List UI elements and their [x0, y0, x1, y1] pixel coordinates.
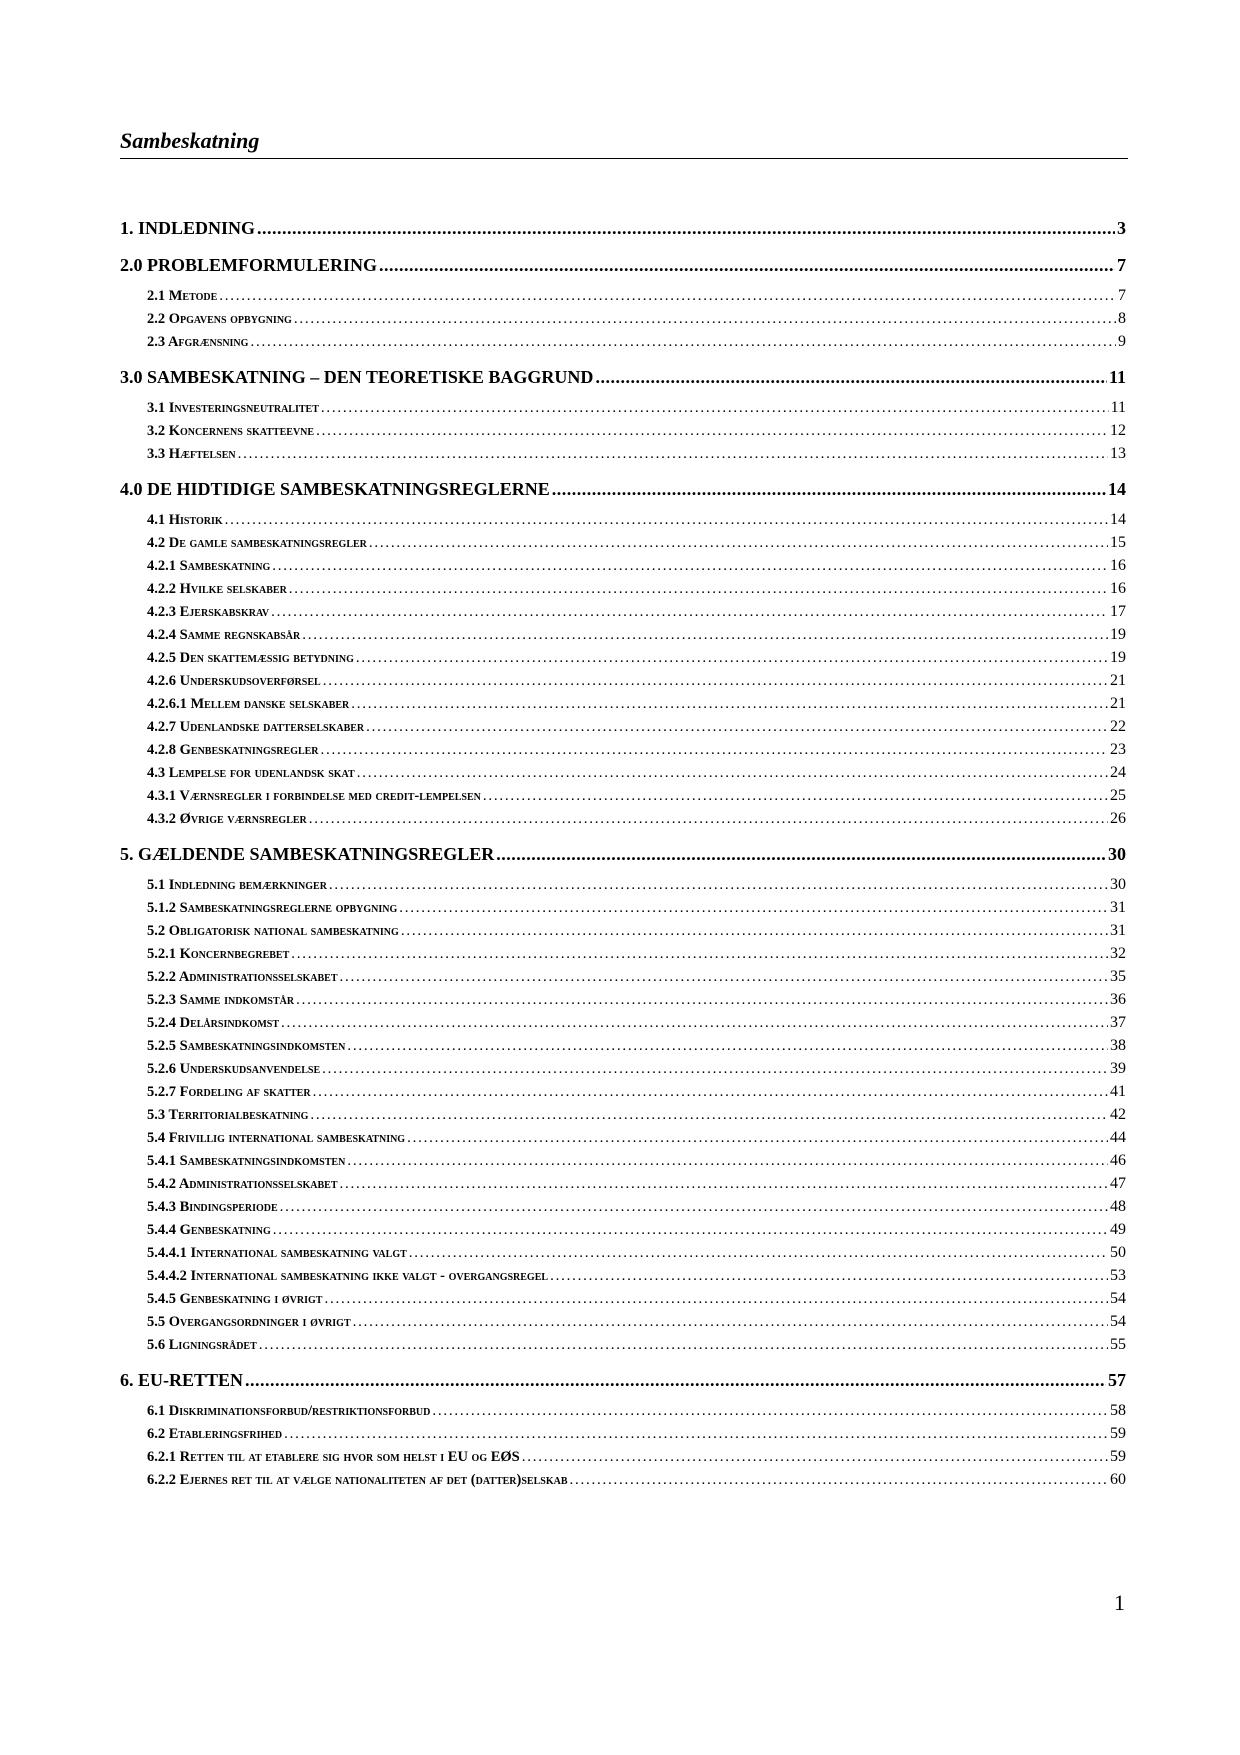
toc-dot-leader: [522, 1446, 1108, 1469]
toc-section-entry[interactable]: [120, 1422, 1126, 1445]
toc-dot-leader: [322, 1058, 1108, 1081]
toc-entry-title: 5.3 Territorialbeskatning: [147, 1107, 309, 1123]
toc-section-entry[interactable]: [120, 1445, 1126, 1468]
toc-entry-page: 25: [1110, 787, 1126, 804]
toc-section-entry[interactable]: [120, 761, 1126, 784]
toc-dot-leader: [340, 966, 1109, 989]
toc-entry-page: 9: [1118, 333, 1126, 350]
toc-entry-page: 30: [1108, 844, 1126, 864]
toc-entry-page: 41: [1110, 1083, 1126, 1100]
toc-dot-leader: [340, 1173, 1109, 1196]
table-of-contents: [120, 210, 1126, 1491]
toc-section-entry[interactable]: [120, 623, 1126, 646]
toc-section-entry[interactable]: [120, 1034, 1126, 1057]
toc-entry-title: 4.2.3 Ejerskabskrav: [147, 604, 270, 620]
toc-section-entry[interactable]: [120, 1333, 1126, 1356]
toc-entry-page: 7: [1118, 287, 1126, 304]
toc-dot-leader: [356, 647, 1108, 670]
toc-section-entry[interactable]: [120, 1287, 1126, 1310]
toc-entry-title: 5.4.4.2 International sambeskatning ikke valgt - overgangsregel: [147, 1268, 549, 1284]
toc-entry-title: 5.1 Indledning bemærkninger: [147, 877, 327, 893]
toc-entry-page: 13: [1110, 445, 1126, 462]
toc-section-entry[interactable]: [120, 1126, 1126, 1149]
toc-entry-title: 6.2.2 Ejernes ret til at vælge nationaliteten af det (datter)selskab: [147, 1472, 568, 1488]
toc-entry-title: 5.5 Overgangsordninger i øvrigt: [147, 1314, 351, 1330]
toc-entry-title: 4.2.8 Genbeskatningsregler: [147, 742, 319, 758]
toc-entry-title: 6.2.1 Retten til at etablere sig hvor som helst i EU og EØS: [147, 1449, 520, 1465]
toc-entry-page: 35: [1110, 968, 1126, 985]
toc-dot-leader: [313, 1081, 1108, 1104]
toc-section-entry[interactable]: [120, 942, 1126, 965]
toc-section-entry[interactable]: [120, 600, 1126, 623]
toc-section-entry[interactable]: [120, 965, 1126, 988]
toc-entry-title: 4.2.5 Den skattemæssig betydning: [147, 650, 354, 666]
toc-entry-title: 5.4.1 Sambeskatningsindkomsten: [147, 1153, 346, 1169]
toc-entry-title: 6. EU-RETTEN: [120, 1370, 244, 1390]
toc-dot-leader: [351, 693, 1108, 716]
header-divider: [120, 158, 1128, 159]
toc-entry-title: 5.2 Obligatorisk national sambeskatning: [147, 923, 399, 939]
toc-entry-title: 5.1.2 Sambeskatningsreglerne opbygning: [147, 900, 398, 916]
toc-entry-page: 54: [1110, 1290, 1126, 1307]
toc-entry-page: 58: [1110, 1402, 1126, 1419]
toc-entry-page: 42: [1110, 1106, 1126, 1123]
toc-dot-leader: [257, 210, 1115, 247]
toc-section-entry[interactable]: [120, 738, 1126, 761]
toc-dot-leader: [401, 920, 1108, 943]
toc-entry-title: 5.2.1 Koncernbegrebet: [147, 946, 290, 962]
toc-section-entry[interactable]: [120, 1310, 1126, 1333]
toc-entry-page: 32: [1110, 945, 1126, 962]
toc-entry-title: 5.2.3 Samme indkomstår: [147, 992, 295, 1008]
toc-dot-leader: [323, 670, 1108, 693]
toc-chapter-entry[interactable]: [120, 247, 1126, 284]
toc-entry-page: 57: [1108, 1370, 1126, 1390]
toc-dot-leader: [219, 285, 1116, 308]
toc-entry-page: 8: [1118, 310, 1126, 327]
toc-entry-title: 2.3 Afgrænsning: [147, 334, 249, 350]
toc-section-entry[interactable]: [120, 307, 1126, 330]
toc-entry-title: 5.2.2 Administrationsselskabet: [147, 969, 338, 985]
toc-section-entry[interactable]: [120, 1103, 1126, 1126]
toc-section-entry[interactable]: [120, 419, 1126, 442]
toc-dot-leader: [225, 509, 1108, 532]
toc-section-entry[interactable]: [120, 919, 1126, 942]
toc-entry-page: 53: [1110, 1267, 1126, 1284]
toc-dot-leader: [281, 1012, 1108, 1035]
toc-chapter-entry[interactable]: [120, 359, 1126, 396]
toc-section-entry[interactable]: [120, 692, 1126, 715]
toc-entry-page: 14: [1108, 479, 1126, 499]
toc-dot-leader: [289, 578, 1108, 601]
toc-dot-leader: [238, 443, 1108, 466]
toc-section-entry[interactable]: [120, 669, 1126, 692]
toc-entry-page: 46: [1110, 1152, 1126, 1169]
toc-entry-page: 55: [1110, 1336, 1126, 1353]
toc-entry-page: 30: [1110, 876, 1126, 893]
toc-entry-page: 50: [1110, 1244, 1126, 1261]
toc-entry-title: 4.0 DE HIDTIDIGE SAMBESKATNINGSREGLERNE: [120, 479, 550, 499]
toc-entry-page: 24: [1110, 764, 1126, 781]
toc-entry-title: 5.4.3 Bindingsperiode: [147, 1199, 278, 1215]
toc-dot-leader: [316, 420, 1108, 443]
toc-section-entry[interactable]: [120, 442, 1126, 465]
toc-section-entry[interactable]: [120, 1264, 1126, 1287]
toc-entry-title: 4.1 Historik: [147, 512, 223, 528]
toc-entry-title: 3.1 Investeringsneutralitet: [147, 400, 319, 416]
toc-dot-leader: [432, 1400, 1108, 1423]
toc-entry-title: 5.4.2 Administrationsselskabet: [147, 1176, 338, 1192]
toc-entry-page: 12: [1110, 422, 1126, 439]
toc-section-entry[interactable]: [120, 1011, 1126, 1034]
toc-dot-leader: [347, 1035, 1108, 1058]
toc-entry-title: 4.3.1 Værnsregler i forbindelse med credit-lempelsen: [147, 788, 481, 804]
toc-dot-leader: [347, 1150, 1108, 1173]
toc-section-entry[interactable]: [120, 396, 1126, 419]
toc-entry-page: 49: [1110, 1221, 1126, 1238]
toc-entry-title: 5.2.5 Sambeskatningsindkomsten: [147, 1038, 346, 1054]
toc-entry-title: 3.3 Hæftelsen: [147, 446, 236, 462]
toc-section-entry[interactable]: [120, 508, 1126, 531]
toc-entry-title: 4.2.4 Samme regnskabsår: [147, 627, 301, 643]
toc-section-entry[interactable]: [120, 284, 1126, 307]
toc-entry-page: 59: [1110, 1448, 1126, 1465]
toc-section-entry[interactable]: [120, 1468, 1126, 1491]
toc-dot-leader: [570, 1469, 1109, 1492]
toc-dot-leader: [399, 897, 1108, 920]
toc-entry-page: 60: [1110, 1471, 1126, 1488]
toc-dot-leader: [357, 762, 1108, 785]
toc-entry-page: 54: [1110, 1313, 1126, 1330]
toc-dot-leader: [245, 1362, 1106, 1399]
toc-entry-title: 6.2 Etableringsfrihed: [147, 1426, 283, 1442]
toc-entry-title: 5.2.7 Fordeling af skatter: [147, 1084, 311, 1100]
toc-entry-page: 48: [1110, 1198, 1126, 1215]
toc-entry-title: 5. GÆLDENDE SAMBESKATNINGSREGLER: [120, 844, 495, 864]
toc-entry-page: 16: [1110, 557, 1126, 574]
toc-dot-leader: [409, 1242, 1108, 1265]
toc-dot-leader: [321, 739, 1108, 762]
toc-dot-leader: [296, 989, 1108, 1012]
toc-dot-leader: [379, 247, 1115, 284]
toc-entry-page: 7: [1117, 255, 1126, 275]
toc-section-entry[interactable]: [120, 1399, 1126, 1422]
toc-section-entry[interactable]: [120, 1080, 1126, 1103]
toc-entry-title: 4.3.2 Øvrige værnsregler: [147, 811, 307, 827]
toc-entry-title: 5.2.6 Underskudsanvendelse: [147, 1061, 321, 1077]
toc-section-entry[interactable]: [120, 1057, 1126, 1080]
toc-entry-page: 15: [1110, 534, 1126, 551]
toc-section-entry[interactable]: [120, 896, 1126, 919]
toc-section-entry[interactable]: [120, 873, 1126, 896]
toc-dot-leader: [496, 836, 1106, 873]
toc-entry-title: 4.2.6.1 Mellem danske selskaber: [147, 696, 350, 712]
toc-dot-leader: [302, 624, 1108, 647]
toc-chapter-entry[interactable]: [120, 471, 1126, 508]
toc-section-entry[interactable]: [120, 784, 1126, 807]
toc-dot-leader: [259, 1334, 1108, 1357]
toc-entry-page: 3: [1117, 218, 1126, 238]
toc-section-entry[interactable]: [120, 330, 1126, 353]
toc-entry-page: 11: [1110, 399, 1126, 416]
toc-dot-leader: [483, 785, 1108, 808]
toc-chapter-entry[interactable]: [120, 210, 1126, 247]
toc-section-entry[interactable]: [120, 988, 1126, 1011]
toc-entry-title: 3.2 Koncernens skatteevne: [147, 423, 315, 439]
toc-dot-leader: [595, 359, 1107, 396]
toc-dot-leader: [552, 471, 1106, 508]
toc-entry-page: 26: [1110, 810, 1126, 827]
toc-entry-page: 44: [1110, 1129, 1126, 1146]
page-number: 1: [1114, 1590, 1125, 1615]
document-header-title: Sambeskatning: [120, 128, 260, 153]
toc-section-entry[interactable]: [120, 531, 1126, 554]
toc-entry-title: 1. INDLEDNING: [120, 218, 256, 238]
toc-section-entry[interactable]: [120, 646, 1126, 669]
toc-entry-page: 11: [1108, 367, 1126, 387]
toc-entry-page: 31: [1110, 899, 1126, 916]
toc-entry-title: 4.2.6 Underskudsoverførsel: [147, 673, 321, 689]
toc-entry-title: 2.2 Opgavens opbygning: [147, 311, 292, 327]
toc-dot-leader: [273, 1219, 1108, 1242]
toc-entry-page: 23: [1110, 741, 1126, 758]
toc-entry-title: 4.2.7 Udenlandske datterselskaber: [147, 719, 365, 735]
toc-entry-page: 17: [1110, 603, 1126, 620]
toc-entry-page: 21: [1110, 672, 1126, 689]
toc-entry-page: 14: [1110, 511, 1126, 528]
toc-section-entry[interactable]: [120, 1149, 1126, 1172]
toc-section-entry[interactable]: [120, 1195, 1126, 1218]
toc-entry-title: 5.2.4 Delårsindkomst: [147, 1015, 280, 1031]
toc-entry-title: 4.2.1 Sambeskatning: [147, 558, 271, 574]
toc-dot-leader: [366, 716, 1108, 739]
toc-dot-leader: [284, 1423, 1108, 1446]
toc-dot-leader: [309, 808, 1108, 831]
toc-dot-leader: [353, 1311, 1108, 1334]
toc-entry-page: 21: [1110, 695, 1126, 712]
toc-dot-leader: [550, 1265, 1108, 1288]
toc-dot-leader: [271, 601, 1108, 624]
toc-entry-title: 2.1 Metode: [147, 288, 218, 304]
toc-dot-leader: [407, 1127, 1108, 1150]
toc-entry-title: 6.1 Diskriminationsforbud/restriktionsforbud: [147, 1403, 431, 1419]
toc-dot-leader: [369, 532, 1108, 555]
toc-entry-page: 39: [1110, 1060, 1126, 1077]
toc-entry-title: 5.4.4 Genbeskatning: [147, 1222, 271, 1238]
toc-dot-leader: [329, 874, 1108, 897]
toc-entry-page: 22: [1110, 718, 1126, 735]
toc-dot-leader: [294, 308, 1116, 331]
toc-entry-title: 4.3 Lempelse for udenlandsk skat: [147, 765, 355, 781]
toc-entry-title: 2.0 PROBLEMFORMULERING: [120, 255, 378, 275]
toc-dot-leader: [321, 397, 1109, 420]
toc-entry-title: 5.6 Ligningsrådet: [147, 1337, 257, 1353]
toc-chapter-entry[interactable]: [120, 1362, 1126, 1399]
toc-section-entry[interactable]: [120, 577, 1126, 600]
toc-entry-title: 3.0 SAMBESKATNING – DEN TEORETISKE BAGGRUND: [120, 367, 594, 387]
toc-section-entry[interactable]: [120, 807, 1126, 830]
toc-entry-page: 36: [1110, 991, 1126, 1008]
toc-section-entry[interactable]: [120, 1172, 1126, 1195]
toc-dot-leader: [291, 943, 1108, 966]
toc-entry-page: 16: [1110, 580, 1126, 597]
toc-entry-title: 4.2.2 Hvilke selskaber: [147, 581, 287, 597]
toc-entry-page: 19: [1110, 626, 1126, 643]
toc-dot-leader: [310, 1104, 1108, 1127]
toc-section-entry[interactable]: [120, 554, 1126, 577]
toc-entry-page: 59: [1110, 1425, 1126, 1442]
toc-dot-leader: [324, 1288, 1108, 1311]
toc-section-entry[interactable]: [120, 1218, 1126, 1241]
toc-entry-page: 38: [1110, 1037, 1126, 1054]
toc-section-entry[interactable]: [120, 1241, 1126, 1264]
toc-entry-title: 5.4 Frivillig international sambeskatning: [147, 1130, 406, 1146]
toc-entry-title: 5.4.4.1 International sambeskatning valgt: [147, 1245, 407, 1261]
toc-dot-leader: [250, 331, 1116, 354]
toc-entry-page: 37: [1110, 1014, 1126, 1031]
toc-entry-page: 19: [1110, 649, 1126, 666]
toc-section-entry[interactable]: [120, 715, 1126, 738]
toc-entry-page: 31: [1110, 922, 1126, 939]
toc-dot-leader: [280, 1196, 1108, 1219]
toc-entry-title: 5.4.5 Genbeskatning i øvrigt: [147, 1291, 323, 1307]
toc-entry-title: 4.2 De gamle sambeskatningsregler: [147, 535, 367, 551]
toc-entry-page: 47: [1110, 1175, 1126, 1192]
toc-dot-leader: [272, 555, 1108, 578]
toc-chapter-entry[interactable]: [120, 836, 1126, 873]
